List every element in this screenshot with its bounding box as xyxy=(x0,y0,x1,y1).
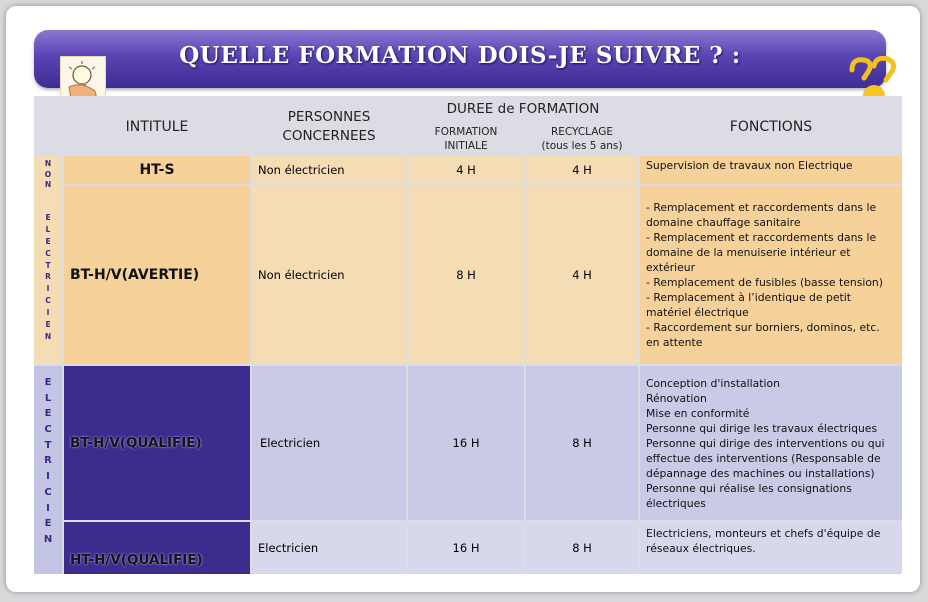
row-recyclage: 8 H xyxy=(526,522,638,574)
header-fonctions: FONCTIONS xyxy=(640,98,902,156)
row-formation-initiale: 8 H xyxy=(408,186,524,364)
row-formation-initiale: 16 H xyxy=(408,522,524,574)
row-personnes: Non électricien xyxy=(252,186,406,364)
header-formation-line1: FORMATION xyxy=(434,126,498,138)
row-fonctions: Supervision de travaux non Electrique xyxy=(640,156,902,184)
row-fonctions: Conception d'installation Rénovation Mise en conformité Personne qui dirige les travaux électriques Personne qui dirige des interventions ou qui effectue des interventions (Responsable de dépannage des machines ou installations) Personne qui réalise les consignations électriques xyxy=(640,366,902,520)
row-fonctions: Electriciens, monteurs et chefs d'équipe de réseaux électriques. xyxy=(640,522,902,574)
row-code: HT-H/V(QUALIFIE) xyxy=(64,522,250,574)
header-intitule: INTITULE xyxy=(64,98,250,156)
header-recyclage xyxy=(526,122,638,156)
row-personnes: Electricien xyxy=(252,522,406,574)
slide-frame xyxy=(6,6,920,592)
header-formation-line2: INITIALE xyxy=(444,140,488,152)
page-title: QUELLE FORMATION DOIS-JE SUIVRE ? : xyxy=(179,42,741,69)
row-recyclage: 4 H xyxy=(526,186,638,364)
header-duree: DUREE de FORMATION xyxy=(408,98,638,120)
row-code: BT-H/V(AVERTIE) xyxy=(64,186,250,364)
row-formation-initiale: 16 H xyxy=(408,366,524,520)
row-formation-initiale: 4 H xyxy=(408,156,524,184)
title-banner xyxy=(34,30,886,88)
header-recyclage-line1: RECYCLAGE xyxy=(550,126,614,138)
side-label-electricien: E L E C T R I C I E N xyxy=(43,377,53,545)
side-label-non: N O N xyxy=(44,159,52,189)
row-recyclage: 8 H xyxy=(526,366,638,520)
row-personnes: Electricien xyxy=(252,366,406,520)
row-code: BT-H/V(QUALIFIE) xyxy=(64,366,250,520)
row-fonctions: - Remplacement et raccordements dans le domaine chauffage sanitaire - Remplacement et raccordements dans le domaine de la menuiserie intérieur et extérieur - Remplacement de fusibles (basse tension) - Remplacement à l’identique de petit matériel électrique - Raccordement sur borniers, dominos, etc. en attente xyxy=(640,186,902,364)
row-recyclage: 4 H xyxy=(526,156,638,184)
header-recyclage-line2: (tous les 5 ans) xyxy=(541,140,623,152)
side-label-electricien-non: E L E C T R I C I E N xyxy=(44,213,52,341)
row-code: HT-S xyxy=(64,156,250,184)
row-personnes: Non électricien xyxy=(252,156,406,184)
formation-table xyxy=(34,96,902,574)
header-personnes-line2: CONCERNEES xyxy=(282,128,376,144)
header-personnes xyxy=(252,98,406,156)
header-personnes-line1: PERSONNES xyxy=(287,109,371,125)
header-formation-initiale xyxy=(408,122,524,156)
